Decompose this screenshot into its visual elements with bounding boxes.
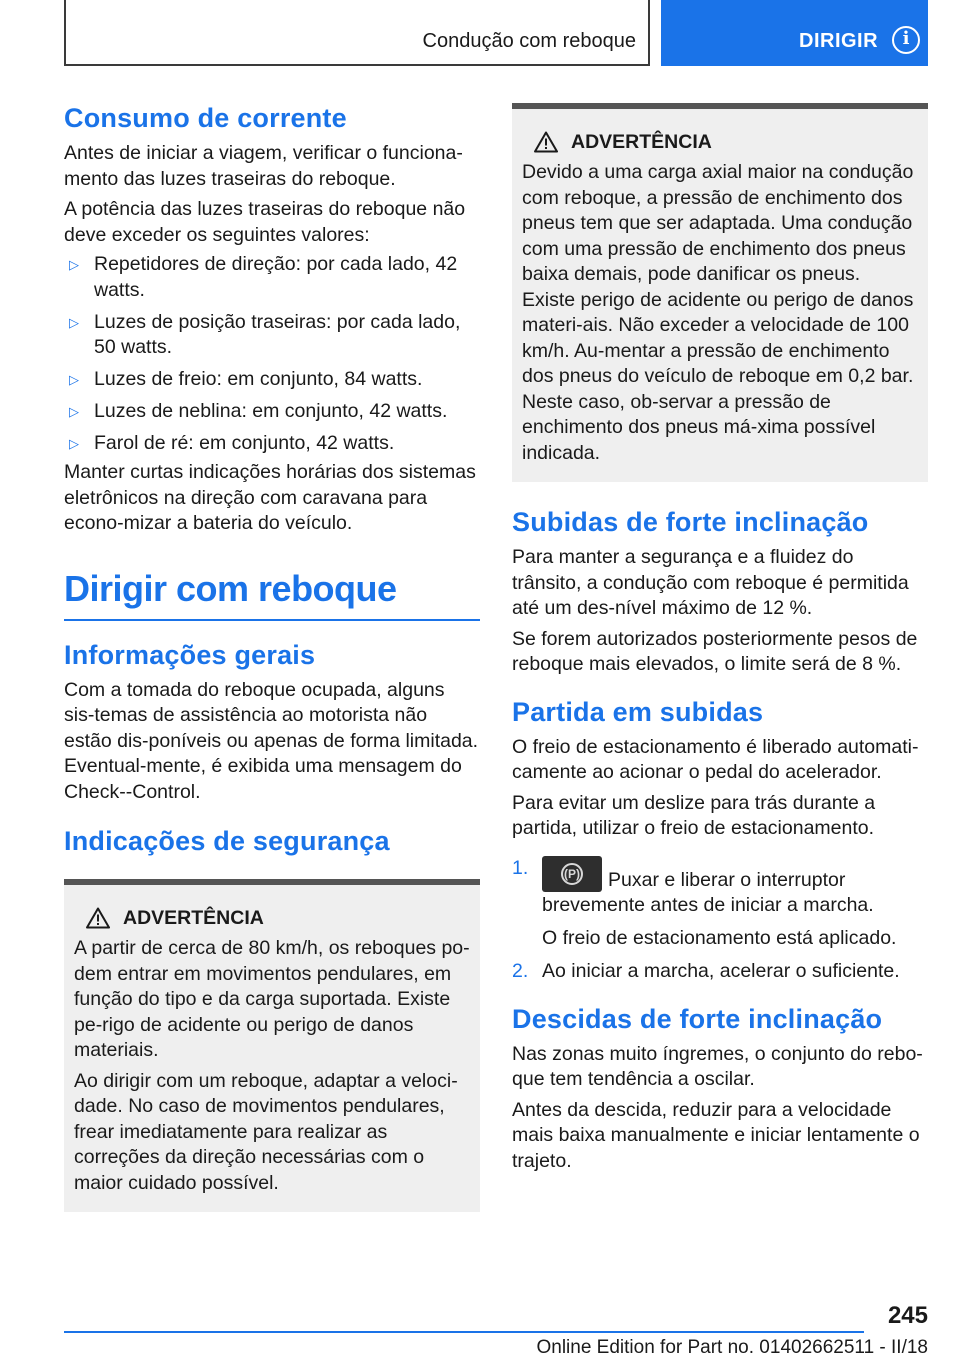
list-item: 2. Ao iniciar a marcha, acelerar o suficiente. <box>512 959 928 985</box>
info-icon[interactable]: i <box>892 26 920 54</box>
warning-text: Ao dirigir com um reboque, adaptar a veloci-dade. No caso de movimentos pendulares, frear imediatamente para realizar as correções da direção necessárias com o maior cuidado possível. <box>74 1069 458 1194</box>
chapter-heading: Dirigir com reboque <box>64 565 480 621</box>
triangle-bullet-icon: ▷ <box>69 315 79 331</box>
chapter-title: Condução com reboque <box>422 30 636 52</box>
page-header <box>64 0 928 66</box>
list-item: 1. (P) Puxar e liberar o interruptor brevemente antes de iniciar a marcha. O freio de estacionamento está aplicado. <box>512 856 928 952</box>
warning-header <box>534 129 918 155</box>
paragraph: Para evitar um deslize para trás durante a partida, utilizar o freio de estacionamento. <box>512 791 876 839</box>
right-column <box>512 103 928 1174</box>
heading-partida: Partida em subidas <box>512 696 764 727</box>
warning-label: ADVERTÊNCIA <box>123 906 264 929</box>
paragraph: Antes de iniciar a viagem, verificar o funciona-mento das luzes traseiras do reboque. <box>64 142 463 190</box>
list-item: ▷ Farol de ré: em conjunto, 42 watts. <box>64 431 480 457</box>
warning-triangle-icon <box>86 907 110 929</box>
step-number: 1. <box>512 856 529 879</box>
paragraph: Nas zonas muito íngremes, o conjunto do rebo-que tem tendência a oscilar. <box>512 1042 923 1090</box>
paragraph: Se forem autorizados posteriormente pesos de reboque mais elevados, o limite será de 8 %. <box>512 627 918 675</box>
list-item: ▷ Luzes de neblina: em conjunto, 42 watts. <box>64 399 480 425</box>
warning-header <box>86 905 470 931</box>
warning-label: ADVERTÊNCIA <box>571 130 712 153</box>
header-section-tab[interactable] <box>661 0 928 66</box>
triangle-bullet-icon: ▷ <box>69 258 79 273</box>
warning-triangle-icon <box>534 131 558 153</box>
bullet-list <box>64 252 480 457</box>
heading-consumo: Consumo de corrente <box>64 103 347 133</box>
list-item: ▷ Luzes de posição traseiras: por cada lado, 50 watts. <box>69 310 461 358</box>
parking-brake-button-icon: (P) <box>542 856 602 892</box>
triangle-bullet-icon: ▷ <box>69 405 79 420</box>
footer-divider <box>64 1331 864 1333</box>
step-number: 2. <box>512 960 529 982</box>
triangle-bullet-icon: ▷ <box>69 437 79 452</box>
heading-seguranca: Indicações de segurança <box>64 826 390 856</box>
paragraph: O freio de estacionamento é liberado automati-camente ao acionar o pedal do acelerador. <box>512 735 919 783</box>
edition-text: Online Edition for Part no. 01402662511 - II/18 <box>536 1337 928 1358</box>
warning-box <box>512 103 928 482</box>
section-title: DIRIGIR <box>799 30 879 52</box>
page-number: 245 <box>887 1302 928 1329</box>
triangle-bullet-icon: ▷ <box>69 373 79 388</box>
header-chapter-box <box>64 0 650 66</box>
heading-informacoes: Informações gerais <box>64 639 316 670</box>
paragraph: Manter curtas indicações horárias dos sistemas eletrônicos na direção com caravana para econo-mizar a bateria do veículo. <box>64 461 476 534</box>
warning-text: Devido a uma carga axial maior na condução com reboque, a pressão de enchimento dos pneus tem que ser adaptada. Uma condução com uma pressão de enchimento dos pneus baixa demais, pode danificar os pneus. Existe perigo de acidente ou perigo de danos materi-ais. Não exceder a velocidade de 100 km/h. Au-mentar a pressão de enchimento dos pneus do veículo de reboque em 0,2 bar. Neste caso, ob-servar a pressão de enchimento dos pneus má-xima possível indicada. <box>522 161 914 464</box>
paragraph: Antes da descida, reduzir para a velocidade mais baixa manualmente e iniciar lentamente o trajeto. <box>512 1098 920 1172</box>
warning-text: A partir de cerca de 80 km/h, os reboques po-dem entrar em movimentos pendulares, em função do tipo e da carga suportada. Existe pe-rigo de acidente ou perigo de danos materiais. <box>74 937 470 1061</box>
list-item: ▷ Repetidores de direção: por cada lado, 42 watts. <box>69 253 458 301</box>
heading-descidas: Descidas de forte inclinação <box>512 1003 883 1034</box>
paragraph: Para manter a segurança e a fluidez do trânsito, a condução com reboque é permitida até um des-nível máximo de 12 %. <box>512 546 909 619</box>
paragraph: A potência das luzes traseiras do reboque não deve exceder os seguintes valores: <box>64 198 466 246</box>
steps-list <box>512 856 928 985</box>
heading-subidas: Subidas de forte inclinação <box>512 507 869 537</box>
paragraph: Com a tomada do reboque ocupada, alguns sis-temas de assistência ao motorista não estão dis-poníveis ou apenas de forma limitada. Eventual-mente, é exibida uma mensagem do Check--Control. <box>64 678 479 803</box>
list-item: ▷ Luzes de freio: em conjunto, 84 watts. <box>64 367 480 393</box>
warning-box <box>64 879 480 1212</box>
left-column <box>64 100 480 1212</box>
step-result: O freio de estacionamento está aplicado. <box>542 926 897 949</box>
